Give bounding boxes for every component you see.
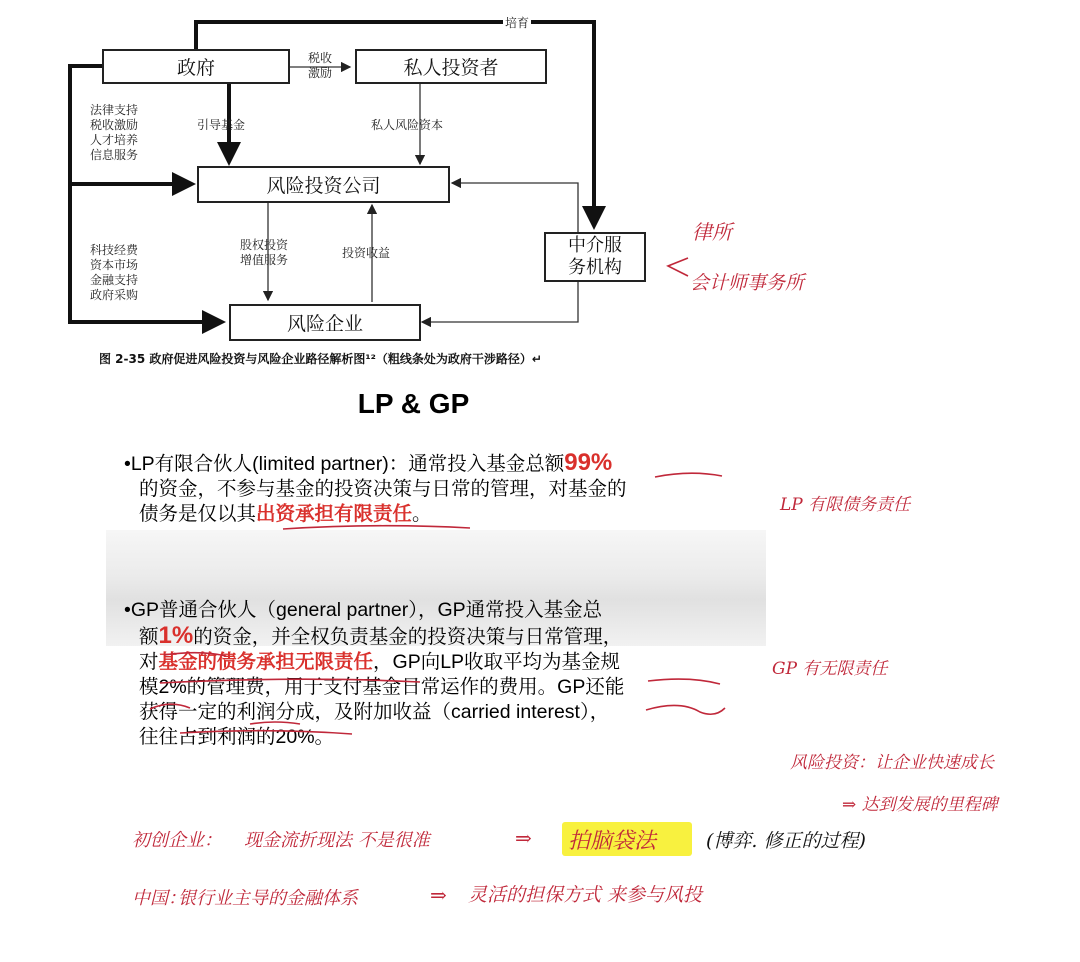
intermediary-node: 中介服 务机构 xyxy=(544,232,646,282)
gp-line5: 获得一定的利润分成，及附加收益（carried interest）， xyxy=(139,701,610,723)
note-method: 拍脑袋法 xyxy=(568,829,657,854)
note-startup: 初创企业： xyxy=(132,830,222,851)
guide-fund-label: 引导基金 xyxy=(197,118,246,132)
lp-line1: •LP有限合伙人(limited partner)：通常投入基金总额 xyxy=(124,453,565,475)
gp-line3b: ，GP向LP收取平均为基金规 xyxy=(373,651,621,673)
lp-line3-end: 。 xyxy=(412,503,432,525)
government-node: 政府 xyxy=(102,49,290,84)
note-vc-1: 风险投资：让企业快速成长 xyxy=(790,753,994,773)
lp-line3: 债务是仅以其 xyxy=(139,503,257,525)
private-investor-node: 私人投资者 xyxy=(355,49,547,84)
nurture-label: 培育 xyxy=(505,16,530,30)
note-accounting-firm: 会计师事务所 xyxy=(690,272,805,294)
note-arrow-2: ⇒ xyxy=(430,883,447,907)
gp-line3a: 对 xyxy=(139,651,159,673)
gov-support-label: 法律支持 税收激励 人才培养 信息服务 xyxy=(90,103,139,162)
note-lp: LP 有限债务责任 xyxy=(780,495,911,515)
gp-unlimited-liability: 基金的债务承担无限责任 xyxy=(158,651,374,673)
note-gp: GP 有无限责任 xyxy=(772,659,888,679)
note-vc-2: ⇒ 达到发展的里程碑 xyxy=(842,795,998,815)
investment-return-label: 投资收益 xyxy=(342,246,391,260)
lp-line2: 的资金，不参与基金的投资决策与日常的管理，对基金的 xyxy=(139,478,627,500)
gp-line6: 往往占到利润的20%。 xyxy=(139,726,335,748)
figure-caption: 图 2-35 政府促进风险投资与风险企业路径解析图¹²（粗线条处为政府干涉路径）↵ xyxy=(99,352,542,366)
lp-limited-liability: 出资承担有限责任 xyxy=(256,503,413,525)
note-banking: 银行业主导的金融体系 xyxy=(178,888,358,909)
note-dcf: 现金流折现法 不是很准 xyxy=(244,830,430,851)
vc-company-node: 风险投资公司 xyxy=(197,166,450,203)
gp-line2b: 的资金，并全权负责基金的投资决策与日常管理， xyxy=(193,626,623,648)
tax-incentive-label: 税收 激励 xyxy=(308,51,333,80)
slide-title: LP & GP xyxy=(357,388,470,419)
lp-percent: 99% xyxy=(564,449,613,476)
note-china: 中国： xyxy=(132,888,186,909)
note-flexible: 灵活的担保方式 来参与风投 xyxy=(468,884,703,906)
gp-line1: •GP普通合伙人（general partner），GP通常投入基金总 xyxy=(124,599,603,621)
note-arrow-1: ⇒ xyxy=(515,826,532,850)
tech-support-label: 科技经费 资本市场 金融支持 政府采购 xyxy=(90,243,139,302)
gp-line4: 模2%的管理费，用于支付基金日常运作的费用。GP还能 xyxy=(139,676,625,698)
note-law-firm: 律所 xyxy=(692,220,732,244)
gp-percent: 1% xyxy=(158,622,194,649)
venture-node: 风险企业 xyxy=(229,304,421,341)
private-capital-label: 私人风险资本 xyxy=(371,118,444,132)
gp-line2a: 额 xyxy=(139,626,159,648)
note-bracket: (博弈. 修正的过程) xyxy=(706,830,866,852)
equity-service-label: 股权投资 增值服务 xyxy=(240,238,289,267)
